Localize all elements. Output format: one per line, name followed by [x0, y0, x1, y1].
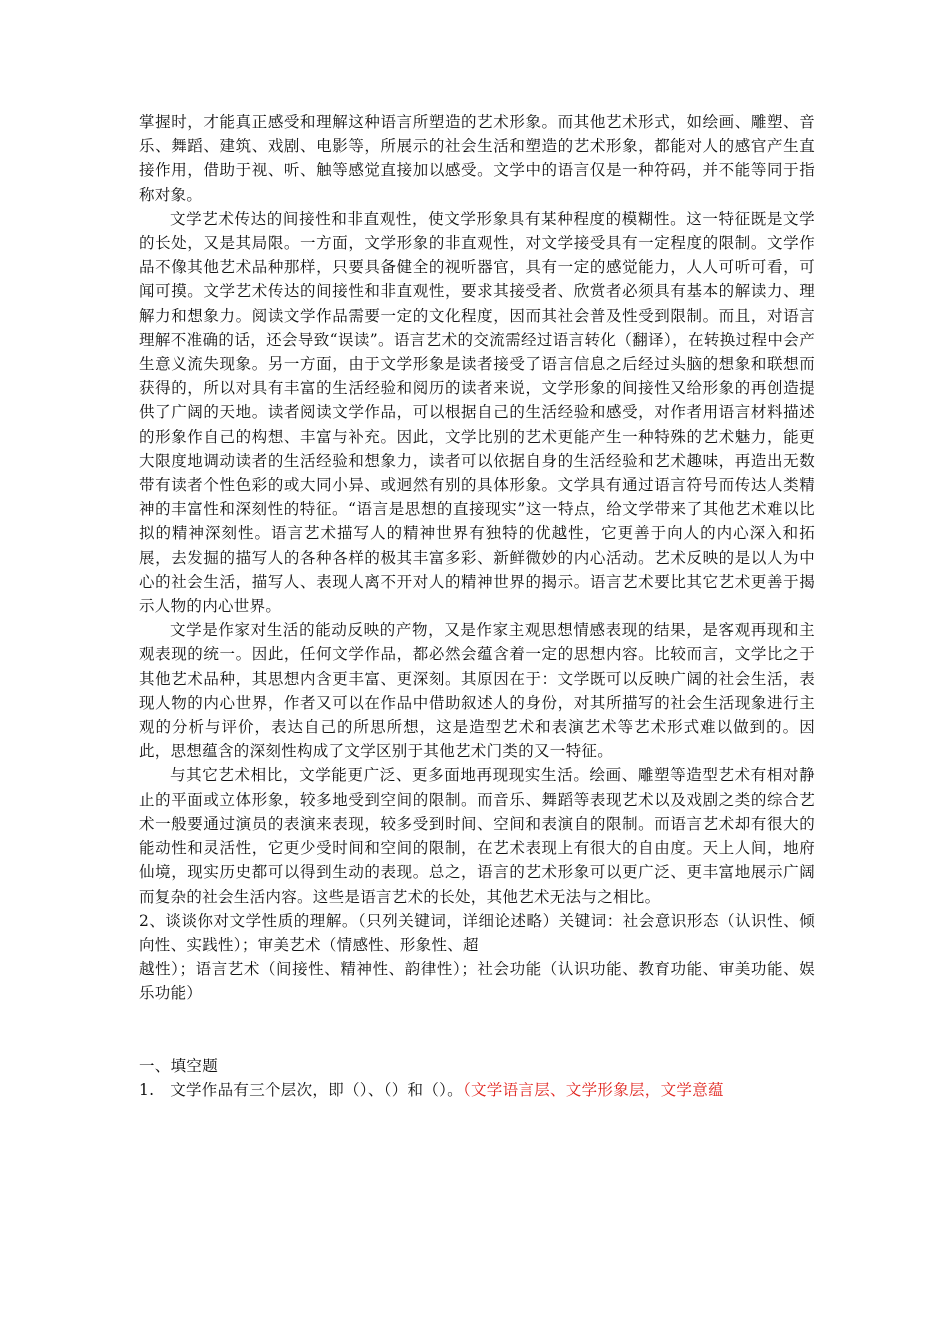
- paragraph-3: 文学是作家对生活的能动反映的产物，又是作家主观思想情感表现的结果，是客观再现和主观表现的统一。因此，任何文学作品，都必然会蕴含着一定的思想内容。比较而言，文学比之于其他艺术品种，其思想内含更丰富、更深刻。其原因在于：文学既可以反映广阔的社会生活，表现人物的内心世界，作者又可以在作品中借助叙述人的身份，对其所描写的社会生活现象进行主观的分析与评价，表达自己的所思所想，这是造型艺术和表演艺术等艺术形式难以做到的。因此，思想蕴含的深刻性构成了文学区别于其他艺术门类的又一特征。: [139, 621, 815, 761]
- fill-blank-item-1: [139, 1078, 815, 1102]
- document-page: [139, 110, 815, 1102]
- paragraph-1: 掌握时，才能真正感受和理解这种语言所塑造的艺术形象。而其他艺术形式，如绘画、雕塑、音乐、舞蹈、建筑、戏剧、电影等，所展示的社会生活和塑造的艺术形象，都能对人的感官产生直接作用，借助于视、听、触等感觉直接加以感受。文学中的语言仅是一种符码，并不能等同于指称对象。: [139, 113, 815, 204]
- section-heading: 一、填空题: [139, 1056, 219, 1075]
- paragraph-2: 文学艺术传达的间接性和非直观性，使文学形象具有某种程度的模糊性。这一特征既是文学的长处，又是其局限。一方面，文学形象的非直观性，对文学接受具有一定程度的限制。文学作品不像其他艺术品种那样，只要具备健全的视听器官，具有一定的感觉能力，人人可听可看，可闻可摸。文学艺术传达的间接性和非直观性，要求其接受者、欣赏者必须具有基本的解读力、理解力和想象力。阅读文学作品需要一定的文化程度，因而其社会普及性受到限制。而且，对语言理解不准确的话，还会导致“误读”。语言艺术的交流需经过语言转化（翻译），在转换过程中会产生意义流失现象。另一方面，由于文学形象是读者接受了语言信息之后经过头脑的想象和联想而获得的，所以对具有丰富的生活经验和阅历的读者来说，文学形象的间接性又给形象的再创造提供了广阔的天地。读者阅读文学作品，可以根据自己的生活经验和感受，对作者用语言材料描述的形象作自己的构想、丰富与补充。因此，文学比别的艺术更能产生一种特殊的艺术魅力，能更大限度地调动读者的生活经验和想象力，读者可以依据自身的生活经验和艺术趣味，再造出无数带有读者个性色彩的或大同小异、或迥然有别的具体形象。文学具有通过语言符号而传达人类精神的丰富性和深刻性的特征。“语言是思想的直接现实”这一特点，给文学带来了其他艺术难以比拟的精神深刻性。语言艺术描写人的精神世界有独特的优越性，它更善于向人的内心深入和拓展，去发掘的描写人的各种各样的极其丰富多彩、新鲜微妙的内心活动。艺术反映的是以人为中心的社会生活，描写人、表现人离不开对人的精神世界的揭示。语言艺术要比其它艺术更善于揭示人物的内心世界。: [139, 209, 815, 616]
- item-1-answer: （文学语言层、文学形象层，文学意蕴: [462, 1080, 724, 1099]
- question-2-line-1: 2、谈谈你对文学性质的理解。（只列关键词，详细论述略）关键词：社会意识形态（认识性、倾向性、实践性）；审美艺术（情感性、形象性、超: [139, 911, 815, 954]
- paragraph-4: 与其它艺术相比，文学能更广泛、更多面地再现现实生活。绘画、雕塑等造型艺术有相对静止的平面或立体形象，较多地受到空间的限制。而音乐、舞蹈等表现艺术以及戏剧之类的综合艺术一般要通过演员的表演来表现，较多受到时间、空间和表演自的限制。而语言艺术却有很大的能动性和灵活性，它更少受时间和空间的限制，在艺术表现上有很大的自由度。天上人间，地府仙境，现实历史都可以得到生动的表现。总之，语言的艺术形象可以更广泛、更丰富地展示广阔而复杂的社会生活内容。这些是语言艺术的长处，其他艺术无法与之相比。: [139, 766, 815, 906]
- item-1-question: 1. 文学作品有三个层次，即（）、（）和（）。: [139, 1080, 463, 1099]
- spacer: [139, 1006, 815, 1054]
- question-2-line-2: 越性）；语言艺术（间接性、精神性、韵律性）；社会功能（认识功能、教育功能、审美功能、娱乐功能）: [139, 960, 815, 1003]
